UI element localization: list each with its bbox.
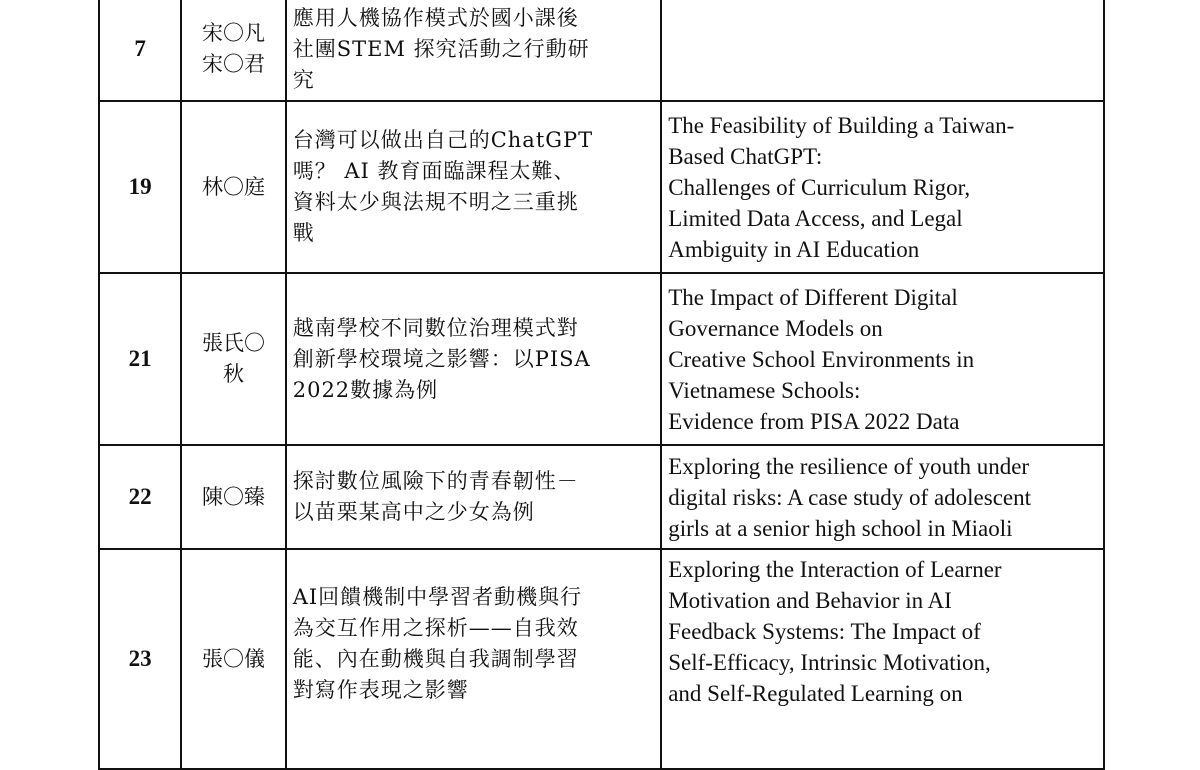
- author-name-line: 林〇庭: [202, 174, 266, 199]
- author-name: [181, 273, 285, 445]
- chinese-title-line: 應用人機協作模式於國小課後: [292, 5, 579, 30]
- english-title-line: Feedback Systems: The Impact of: [668, 619, 981, 644]
- chinese-title-line: 嗎？ AI 教育面臨課程太難、: [292, 159, 576, 183]
- english-title-line: Vietnamese Schools:: [668, 377, 861, 403]
- english-title-line: Ambiguity in AI Education: [668, 236, 920, 262]
- author-name-line: 張〇儀: [202, 646, 266, 671]
- chinese-title: [286, 549, 661, 769]
- row-number: 7: [99, 0, 181, 101]
- chinese-title: [286, 0, 661, 101]
- chinese-title: [286, 273, 661, 445]
- english-title-line: Exploring the resilience of youth under: [668, 453, 1030, 479]
- author-name-line: 宋〇君: [202, 52, 266, 76]
- english-title: [661, 273, 1104, 445]
- row-number: 23: [99, 549, 181, 769]
- chinese-title-line: 戰: [292, 221, 315, 245]
- author-name: [181, 445, 285, 549]
- english-title-line: Challenges of Curriculum Rigor,: [668, 174, 971, 200]
- english-title-line: Limited Data Access, and Legal: [668, 205, 963, 231]
- author-name-line: 張氏〇: [202, 331, 266, 355]
- english-title-line: Evidence from PISA 2022 Data: [668, 408, 960, 434]
- chinese-title: [286, 101, 661, 273]
- chinese-title-line: 究: [292, 67, 315, 92]
- chinese-title-line: 社團STEM 探究活動之行動研: [292, 36, 590, 61]
- author-name: [181, 0, 285, 101]
- english-title-line: The Feasibility of Building a Taiwan-: [668, 112, 1015, 138]
- english-title-line: Self-Efficacy, Intrinsic Motivation,: [668, 650, 991, 675]
- author-name: [181, 101, 285, 273]
- table-row: [99, 445, 1104, 549]
- chinese-title-line: 能、內在動機與自我調制學習: [292, 647, 579, 671]
- row-number: 22: [99, 445, 181, 549]
- chinese-title: [286, 445, 661, 549]
- chinese-title-line: 台灣可以做出自己的ChatGPT: [292, 128, 594, 152]
- english-title: [661, 101, 1104, 273]
- english-title-line: The Impact of Different Digital: [668, 284, 958, 310]
- table-row: [99, 101, 1104, 273]
- author-name-line: 秋: [223, 362, 245, 386]
- english-title: [661, 445, 1104, 549]
- english-title-line: digital risks: A case study of adolescent: [668, 484, 1032, 510]
- table-row: [99, 273, 1104, 445]
- english-title: [661, 549, 1104, 769]
- author-name-line: 宋〇凡: [202, 21, 266, 45]
- chinese-title-line: 探討數位風險下的青春韌性－: [292, 469, 579, 493]
- thesis-list-table: [98, 0, 1105, 770]
- author-name-line: 陳〇臻: [202, 484, 266, 509]
- chinese-title-line: 2022數據為例: [292, 377, 439, 402]
- english-title-line: Creative School Environments in: [668, 346, 975, 372]
- chinese-title-line: 以苗栗某高中之少女為例: [292, 500, 535, 524]
- chinese-title-line: 為交互作用之探析——自我效: [292, 616, 579, 640]
- english-title-line: Based ChatGPT:: [668, 143, 823, 169]
- author-name: [181, 549, 285, 769]
- english-title-line: girls at a senior high school in Miaoli: [668, 515, 1013, 541]
- chinese-title-line: 越南學校不同數位治理模式對: [292, 315, 579, 340]
- english-title: [661, 0, 1104, 101]
- table-row: [99, 0, 1104, 101]
- chinese-title-line: AI回饋機制中學習者動機與行: [292, 585, 583, 609]
- english-title-line: Governance Models on: [668, 315, 883, 341]
- chinese-title-line: 創新學校環境之影響：以PISA: [292, 346, 591, 371]
- table-row: [99, 549, 1104, 769]
- english-title-line: Motivation and Behavior in AI: [668, 588, 952, 613]
- row-number: 19: [99, 101, 181, 273]
- chinese-title-line: 對寫作表現之影響: [292, 678, 469, 702]
- english-title-line: and Self-Regulated Learning on: [668, 681, 963, 706]
- chinese-title-line: 資料太少與法規不明之三重挑: [292, 190, 579, 214]
- row-number: 21: [99, 273, 181, 445]
- english-title-line: Exploring the Interaction of Learner: [668, 557, 1002, 582]
